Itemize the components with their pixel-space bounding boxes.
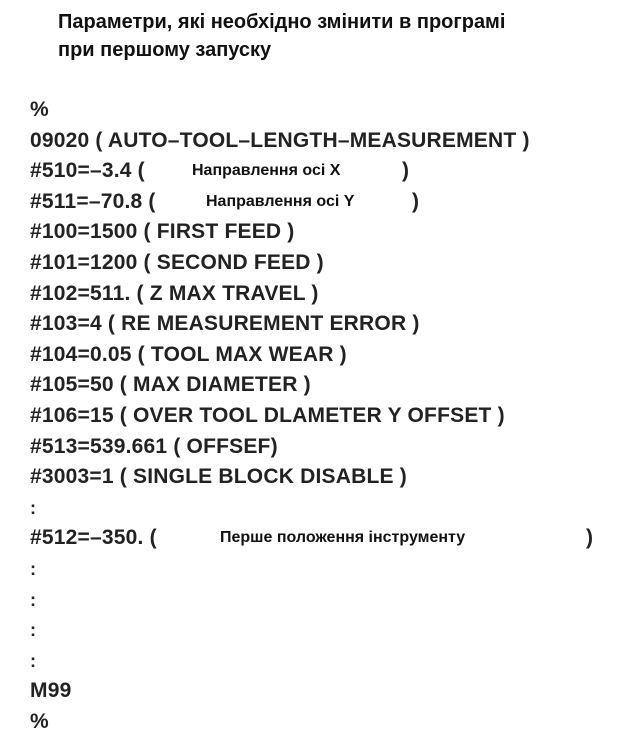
close-paren: ) bbox=[586, 526, 594, 550]
page-heading bbox=[58, 8, 618, 64]
code-text: : bbox=[30, 497, 37, 518]
code-text: #100=1500 ( FIRST FEED ) bbox=[30, 220, 295, 244]
param-100-line bbox=[30, 217, 630, 248]
ellipsis-line bbox=[30, 585, 630, 616]
param-511-line bbox=[30, 187, 630, 218]
ellipsis-line bbox=[30, 615, 630, 646]
code-text: #103=4 ( RE MEASUREMENT ERROR ) bbox=[30, 312, 420, 336]
code-text: #511=–70.8 ( bbox=[30, 189, 156, 213]
param-510-line bbox=[30, 156, 630, 187]
heading-line-2: при першому запуску bbox=[58, 39, 272, 61]
program-start-marker bbox=[30, 95, 630, 126]
code-text: #512=–350. ( bbox=[30, 526, 157, 550]
y-direction-note: Направлення осі Y bbox=[206, 192, 355, 210]
param-106-line bbox=[30, 401, 630, 432]
param-101-line bbox=[30, 248, 630, 279]
code-text: 09020 ( AUTO–TOOL–LENGTH–MEASUREMENT ) bbox=[30, 128, 530, 152]
param-512-line bbox=[30, 523, 630, 554]
close-paren: ) bbox=[412, 189, 420, 213]
ellipsis-line bbox=[30, 493, 630, 524]
x-direction-note: Направлення осі X bbox=[192, 162, 341, 180]
ellipsis-line bbox=[30, 646, 630, 677]
code-text: #513=539.661 ( OFFSEF) bbox=[30, 434, 278, 458]
code-text: #104=0.05 ( TOOL MAX WEAR ) bbox=[30, 342, 347, 366]
ellipsis-line bbox=[30, 554, 630, 585]
code-text: #106=15 ( OVER TOOL DLAMETER Y OFFSET ) bbox=[30, 403, 505, 427]
heading-line-1: Параметри, які необхідно змінити в програмі bbox=[58, 11, 506, 33]
code-text: : bbox=[30, 650, 37, 671]
code-text: #105=50 ( MAX DIAMETER ) bbox=[30, 373, 311, 397]
first-position-note: Перше положення інструменту bbox=[220, 529, 466, 547]
close-paren: ) bbox=[402, 159, 410, 183]
param-104-line bbox=[30, 340, 630, 371]
code-text: #101=1200 ( SECOND FEED ) bbox=[30, 250, 324, 274]
code-text: #3003=1 ( SINGLE BLOCK DISABLE ) bbox=[30, 465, 407, 489]
code-text: % bbox=[30, 709, 49, 733]
code-text: M99 bbox=[30, 679, 72, 703]
program-end-marker bbox=[30, 707, 630, 738]
code-text: : bbox=[30, 620, 37, 641]
param-3003-line bbox=[30, 462, 630, 493]
program-listing bbox=[30, 95, 630, 737]
code-text: : bbox=[30, 558, 37, 579]
param-105-line bbox=[30, 370, 630, 401]
code-text: #510=–3.4 ( bbox=[30, 159, 145, 183]
code-text: #102=511. ( Z MAX TRAVEL ) bbox=[30, 281, 319, 305]
param-103-line bbox=[30, 309, 630, 340]
program-end-line bbox=[30, 676, 630, 707]
code-text: : bbox=[30, 589, 37, 610]
param-513-line bbox=[30, 432, 630, 463]
param-102-line bbox=[30, 279, 630, 310]
code-text: % bbox=[30, 98, 49, 121]
program-header-line bbox=[30, 126, 630, 157]
